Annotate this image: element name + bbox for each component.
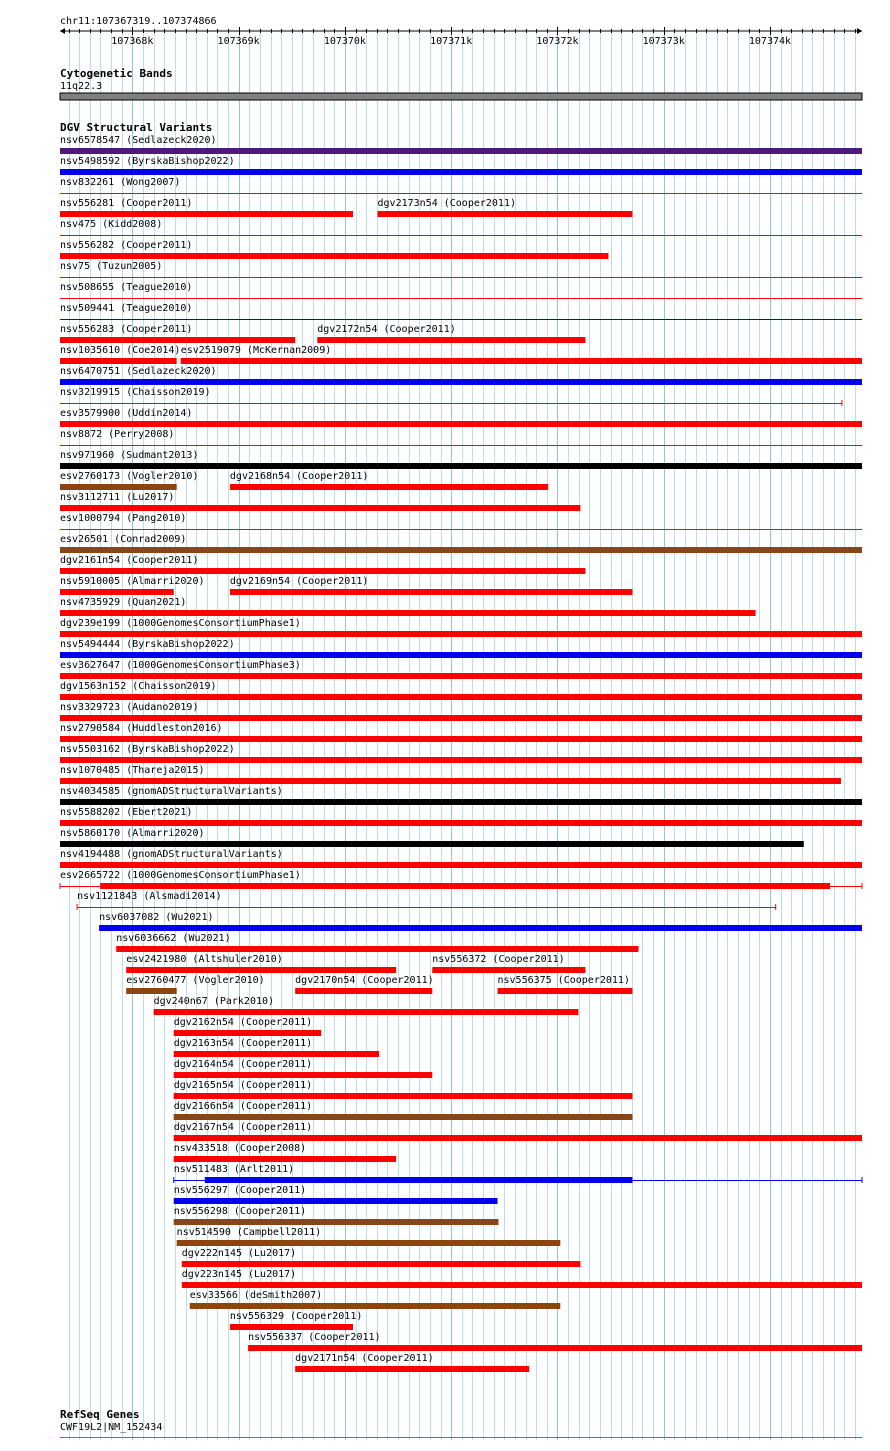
- ruler-tick-label: 107374k: [748, 36, 792, 47]
- variant-bar[interactable]: [295, 988, 432, 994]
- variant-label[interactable]: nsv5588202 (Ebert2021): [60, 807, 193, 818]
- variant-bar[interactable]: [60, 736, 862, 742]
- variant-label[interactable]: nsv6036662 (Wu2021): [116, 933, 231, 944]
- variant-label[interactable]: nsv8872 (Perry2008): [60, 429, 175, 440]
- variant-label[interactable]: esv2519079 (McKernan2009): [180, 345, 332, 356]
- variant-label[interactable]: dgv2170n54 (Cooper2011): [295, 975, 434, 986]
- variant-bar[interactable]: [60, 694, 862, 700]
- variant-label[interactable]: esv3627647 (1000GenomesConsortiumPhase3): [60, 660, 301, 671]
- variant-bar[interactable]: [60, 862, 862, 868]
- variant-bar[interactable]: [230, 589, 633, 595]
- ruler-tick-label: 107369k: [217, 36, 260, 47]
- variant-bar[interactable]: [126, 988, 176, 994]
- variant-label[interactable]: dgv2169n54 (Cooper2011): [229, 576, 369, 587]
- cytoband-label: 11q22.3: [60, 81, 103, 92]
- variant-label[interactable]: nsv5494444 (ByrskaBishop2022): [60, 639, 235, 650]
- variant-bar[interactable]: [182, 1261, 581, 1267]
- variant-bar[interactable]: [60, 505, 580, 511]
- variant-label[interactable]: dgv222n145 (Lu2017): [181, 1248, 297, 1259]
- variant-bar[interactable]: [378, 211, 633, 217]
- ruler-ticks: [70, 27, 856, 47]
- variant-label[interactable]: nsv514590 (Campbell2011): [176, 1227, 322, 1238]
- variant-bar[interactable]: [60, 778, 841, 784]
- variant-label[interactable]: dgv2171n54 (Cooper2011): [295, 1353, 434, 1364]
- variant-bar[interactable]: [174, 1093, 633, 1099]
- variant-label[interactable]: esv1000794 (Pang2010): [60, 513, 187, 524]
- variant-bar[interactable]: [60, 841, 804, 847]
- variant-bar[interactable]: [60, 211, 353, 217]
- variant-bar[interactable]: [126, 967, 396, 973]
- cytoband-track-title: Cytogenetic Bands: [60, 67, 173, 80]
- cytoband-track[interactable]: [60, 67, 862, 100]
- variant-label[interactable]: nsv2790584 (Huddleston2016): [60, 723, 223, 734]
- variant-label[interactable]: nsv556372 (Cooper2011): [432, 954, 565, 965]
- variant-bar[interactable]: [116, 946, 638, 952]
- dgv-track-title: DGV Structural Variants: [60, 121, 213, 134]
- ruler[interactable]: [60, 16, 862, 47]
- variant-label[interactable]: dgv2172n54 (Cooper2011): [317, 324, 456, 335]
- variant-bar[interactable]: [60, 547, 862, 553]
- variant-bar[interactable]: [60, 631, 862, 637]
- variant-label[interactable]: esv3579900 (Uddin2014): [60, 408, 193, 419]
- variant-label[interactable]: esv2760477 (Vogler2010): [126, 975, 265, 986]
- variant-label[interactable]: dgv1563n152 (Chaisson2019): [60, 681, 217, 692]
- variant-bar[interactable]: [174, 1219, 499, 1225]
- variant-label[interactable]: nsv433518 (Cooper2008): [173, 1143, 307, 1154]
- ruler-tick-label: 107371k: [430, 36, 473, 47]
- variant-label[interactable]: nsv556375 (Cooper2011): [497, 975, 630, 986]
- variant-bar[interactable]: [174, 1072, 433, 1078]
- variant-bar[interactable]: [60, 757, 862, 763]
- variant-bar[interactable]: [60, 337, 295, 343]
- variant-label[interactable]: nsv556282 (Cooper2011): [60, 240, 193, 251]
- variant-label[interactable]: dgv2167n54 (Cooper2011): [173, 1122, 313, 1133]
- variant-label[interactable]: nsv556283 (Cooper2011): [60, 324, 193, 335]
- variant-bar[interactable]: [60, 169, 862, 175]
- variant-label[interactable]: nsv6578547 (Sedlazeck2020): [60, 135, 217, 146]
- variant-bar[interactable]: [99, 925, 862, 931]
- variant-bar[interactable]: [154, 1009, 579, 1015]
- variant-label[interactable]: nsv556298 (Cooper2011): [173, 1206, 307, 1217]
- variant-bar[interactable]: [190, 1303, 561, 1309]
- variant-label[interactable]: nsv5910005 (Almarri2020): [60, 576, 205, 587]
- variant-bar[interactable]: [60, 148, 862, 154]
- variant-label[interactable]: nsv475 (Kidd2008): [60, 219, 163, 230]
- variant-label[interactable]: nsv5503162 (ByrskaBishop2022): [60, 744, 235, 755]
- variant-bar[interactable]: [177, 1240, 561, 1246]
- variant-bar[interactable]: [295, 1366, 529, 1372]
- variant-bar[interactable]: [60, 253, 608, 259]
- variant-bar[interactable]: [174, 1114, 633, 1120]
- variant-bar[interactable]: [60, 379, 862, 385]
- variant-label[interactable]: dgv2165n54 (Cooper2011): [173, 1080, 313, 1091]
- variant-bar[interactable]: [230, 1324, 353, 1330]
- variant-label[interactable]: nsv6470751 (Sedlazeck2020): [60, 366, 217, 377]
- variant-label[interactable]: nsv5498592 (ByrskaBishop2022): [60, 156, 235, 167]
- ruler-tick-label: 107373k: [642, 36, 685, 47]
- variant-label[interactable]: dgv2164n54 (Cooper2011): [173, 1059, 313, 1070]
- refseq-track-title: RefSeq Genes: [60, 1408, 140, 1421]
- variant-bar[interactable]: [182, 1282, 862, 1288]
- variant-label[interactable]: esv2760173 (Vogler2010): [60, 471, 199, 482]
- variant-bar[interactable]: [174, 1198, 498, 1204]
- variant-bar[interactable]: [181, 358, 862, 364]
- ruler-tick-label: 107372k: [536, 36, 579, 47]
- variant-label[interactable]: nsv4735929 (Quan2021): [60, 597, 187, 608]
- ruler-tick-label: 107368k: [111, 36, 154, 47]
- variant-label[interactable]: esv33566 (deSmith2007): [189, 1290, 323, 1301]
- variant-bar[interactable]: [100, 883, 830, 889]
- variant-label[interactable]: dgv239e199 (1000GenomesConsortiumPhase1): [60, 618, 301, 629]
- scroll-right-arrow-icon[interactable]: [857, 28, 862, 34]
- variant-label[interactable]: nsv1035610 (Coe2014): [60, 345, 181, 356]
- variant-bar[interactable]: [174, 1051, 379, 1057]
- variant-bar[interactable]: [60, 820, 862, 826]
- gene-label[interactable]: CWF19L2|NM_152434: [60, 1422, 163, 1433]
- variant-label[interactable]: nsv556281 (Cooper2011): [60, 198, 193, 209]
- variant-label[interactable]: nsv556337 (Cooper2011): [248, 1332, 381, 1343]
- variant-label[interactable]: nsv511483 (Arlt2011): [173, 1164, 295, 1175]
- variant-bar[interactable]: [60, 463, 862, 469]
- variant-label[interactable]: nsv971960 (Sudmant2013): [60, 450, 199, 461]
- variant-label[interactable]: esv26501 (Conrad2009): [60, 534, 187, 545]
- variant-bar[interactable]: [60, 715, 862, 721]
- variant-bar[interactable]: [60, 799, 862, 805]
- variant-label[interactable]: nsv832261 (Wong2007): [60, 177, 181, 188]
- variant-label[interactable]: nsv3112711 (Lu2017): [60, 492, 175, 503]
- variant-bar[interactable]: [432, 967, 585, 973]
- variant-bar[interactable]: [230, 484, 548, 490]
- variant-label[interactable]: nsv5860170 (Almarri2020): [60, 828, 205, 839]
- variant-bar[interactable]: [174, 1030, 321, 1036]
- variant-bar[interactable]: [60, 589, 174, 595]
- refseq-features[interactable]: [60, 1422, 862, 1438]
- variant-label[interactable]: esv2421980 (Altshuler2010): [126, 954, 283, 965]
- variant-label[interactable]: nsv6037082 (Wu2021): [99, 912, 214, 923]
- variant-label[interactable]: nsv4034585 (gnomADStructuralVariants): [60, 786, 283, 797]
- variant-bar[interactable]: [498, 988, 633, 994]
- variant-label[interactable]: nsv509441 (Teague2010): [60, 303, 193, 314]
- variant-bar[interactable]: [60, 568, 585, 574]
- variant-bar[interactable]: [60, 673, 862, 679]
- variant-label[interactable]: nsv556329 (Cooper2011): [229, 1311, 363, 1322]
- variant-label[interactable]: esv2665722 (1000GenomesConsortiumPhase1): [60, 870, 301, 881]
- dgv-features[interactable]: [60, 135, 862, 1372]
- variant-label[interactable]: dgv240n67 (Park2010): [153, 996, 275, 1007]
- variant-bar[interactable]: [248, 1345, 862, 1351]
- variant-label[interactable]: nsv508655 (Teague2010): [60, 282, 193, 293]
- variant-bar[interactable]: [60, 358, 177, 364]
- region-label: chr11:107367319..107374866: [60, 16, 217, 27]
- variant-bar[interactable]: [317, 337, 585, 343]
- variant-label[interactable]: nsv1121843 (Alsmadi2014): [77, 891, 222, 902]
- variant-bar[interactable]: [174, 1156, 396, 1162]
- cytoband-bar[interactable]: [60, 93, 862, 100]
- variant-label[interactable]: dgv2161n54 (Cooper2011): [60, 555, 199, 566]
- variant-label[interactable]: nsv1070485 (Thareja2015): [60, 765, 205, 776]
- variant-label[interactable]: dgv2173n54 (Cooper2011): [377, 198, 517, 209]
- variant-bar[interactable]: [60, 610, 756, 616]
- variant-bar[interactable]: [174, 1135, 862, 1141]
- variant-bar[interactable]: [60, 652, 862, 658]
- variant-bar[interactable]: [60, 484, 177, 490]
- variant-label[interactable]: nsv75 (Tuzun2005): [60, 261, 163, 272]
- variant-label[interactable]: dgv223n145 (Lu2017): [181, 1269, 297, 1280]
- variant-label[interactable]: dgv2163n54 (Cooper2011): [173, 1038, 313, 1049]
- variant-label[interactable]: dgv2166n54 (Cooper2011): [173, 1101, 313, 1112]
- variant-label[interactable]: dgv2162n54 (Cooper2011): [173, 1017, 313, 1028]
- variant-label[interactable]: dgv2168n54 (Cooper2011): [229, 471, 369, 482]
- variant-bar[interactable]: [60, 421, 862, 427]
- scroll-left-arrow-icon[interactable]: [60, 28, 65, 34]
- variant-label[interactable]: nsv556297 (Cooper2011): [173, 1185, 307, 1196]
- variant-bar[interactable]: [205, 1177, 633, 1183]
- variant-label[interactable]: nsv4194488 (gnomADStructuralVariants): [60, 849, 283, 860]
- dgv-structural-variants-track[interactable]: [60, 121, 862, 1372]
- ruler-tick-label: 107370k: [323, 36, 366, 47]
- variant-label[interactable]: nsv3329723 (Audano2019): [60, 702, 199, 713]
- refseq-genes-track[interactable]: [60, 1408, 862, 1438]
- variant-label[interactable]: nsv3219915 (Chaisson2019): [60, 387, 211, 398]
